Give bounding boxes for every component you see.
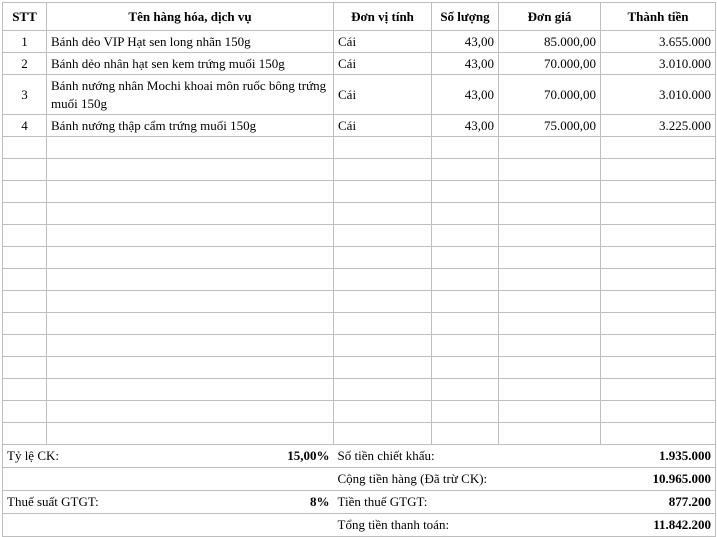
cell-price: 70.000,00 <box>499 53 601 75</box>
cell-price: 70.000,00 <box>499 75 601 115</box>
table-row <box>3 115 716 137</box>
cell-unit: Cái <box>334 115 432 137</box>
cell-stt: 4 <box>3 115 47 137</box>
cell-unit: Cái <box>334 75 432 115</box>
empty-row <box>3 357 716 379</box>
cell-total: 3.010.000 <box>601 53 716 75</box>
subtotal-value: 10.965.000 <box>601 468 716 491</box>
cell-stt: 3 <box>3 75 47 115</box>
cell-price: 85.000,00 <box>499 31 601 53</box>
summary-row-grand-total <box>3 514 716 537</box>
invoice-table <box>2 2 716 537</box>
cell-unit: Cái <box>334 53 432 75</box>
table-row <box>3 75 716 115</box>
discount-amount-label: Số tiền chiết khấu: <box>334 445 601 468</box>
cell-name: Bánh nướng nhân Mochi khoai môn ruốc bông trứng muối 150g <box>47 75 334 115</box>
grand-total-value: 11.842.200 <box>601 514 716 537</box>
vat-rate-value: 8% <box>310 494 330 509</box>
table-row <box>3 53 716 75</box>
header-name: Tên hàng hóa, dịch vụ <box>47 3 334 31</box>
cell-name: Bánh nướng thập cẩm trứng muối 150g <box>47 115 334 137</box>
empty-row <box>3 137 716 159</box>
discount-rate-label: Tỷ lệ CK: <box>7 448 59 463</box>
empty-row <box>3 335 716 357</box>
empty-row <box>3 203 716 225</box>
cell-unit: Cái <box>334 31 432 53</box>
header-total: Thành tiền <box>601 3 716 31</box>
cell-total: 3.010.000 <box>601 75 716 115</box>
empty-row <box>3 313 716 335</box>
empty-row <box>3 401 716 423</box>
cell-total: 3.225.000 <box>601 115 716 137</box>
empty-row <box>3 423 716 445</box>
cell-name: Bánh dẻo nhân hạt sen kem trứng muối 150g <box>47 53 334 75</box>
header-qty: Số lượng <box>432 3 499 31</box>
summary-row-vat <box>3 491 716 514</box>
empty-row <box>3 181 716 203</box>
discount-rate-value: 15,00% <box>287 448 330 463</box>
discount-amount-value: 1.935.000 <box>601 445 716 468</box>
cell-stt: 1 <box>3 31 47 53</box>
cell-qty: 43,00 <box>432 75 499 115</box>
header-row <box>3 3 716 31</box>
summary-row-discount <box>3 445 716 468</box>
header-stt: STT <box>3 3 47 31</box>
vat-amount-value: 877.200 <box>601 491 716 514</box>
cell-stt: 2 <box>3 53 47 75</box>
header-price: Đơn giá <box>499 3 601 31</box>
empty-row <box>3 291 716 313</box>
grand-total-label: Tổng tiền thanh toán: <box>334 514 601 537</box>
empty-row <box>3 269 716 291</box>
subtotal-label: Cộng tiền hàng (Đã trừ CK): <box>334 468 601 491</box>
header-unit: Đơn vị tính <box>334 3 432 31</box>
empty-row <box>3 247 716 269</box>
empty-row <box>3 225 716 247</box>
vat-rate-label: Thuế suất GTGT: <box>7 494 99 509</box>
vat-amount-label: Tiền thuế GTGT: <box>334 491 601 514</box>
cell-qty: 43,00 <box>432 115 499 137</box>
table-row <box>3 31 716 53</box>
empty-row <box>3 379 716 401</box>
empty-row <box>3 159 716 181</box>
cell-price: 75.000,00 <box>499 115 601 137</box>
cell-qty: 43,00 <box>432 53 499 75</box>
cell-qty: 43,00 <box>432 31 499 53</box>
summary-row-subtotal <box>3 468 716 491</box>
cell-name: Bánh dẻo VIP Hạt sen long nhãn 150g <box>47 31 334 53</box>
cell-total: 3.655.000 <box>601 31 716 53</box>
